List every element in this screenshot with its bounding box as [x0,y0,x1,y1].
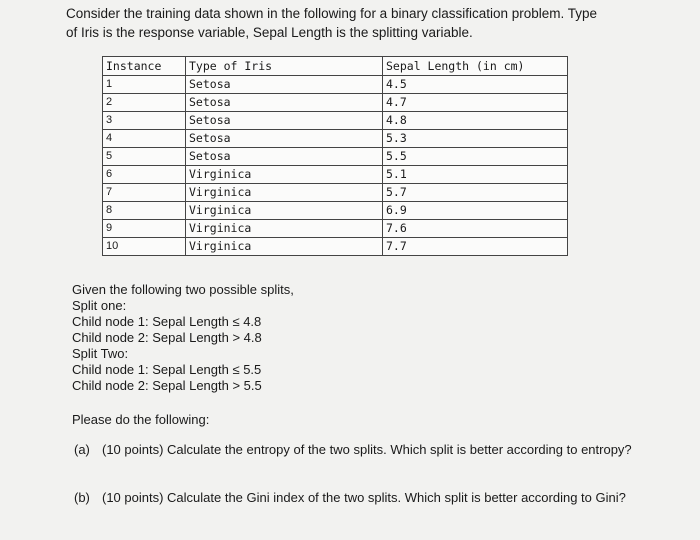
cell-type: Virginica [186,238,383,256]
cell-instance: 1 [103,76,186,94]
cell-type: Virginica [186,184,383,202]
table-row [103,202,568,220]
table-row [103,220,568,238]
table-row [103,94,568,112]
cell-sepal-length: 7.7 [383,238,568,256]
split-one-title: Split one: [72,298,127,313]
cell-sepal-length: 6.9 [383,202,568,220]
cell-type: Setosa [186,130,383,148]
header-sepal-length: Sepal Length (in cm) [383,57,568,76]
cell-type: Setosa [186,94,383,112]
cell-type: Virginica [186,166,383,184]
question-a [74,442,674,458]
cell-type: Virginica [186,202,383,220]
problem-intro [66,4,676,42]
table-row [103,166,568,184]
iris-data-table [102,56,568,256]
table-row [103,112,568,130]
split-two-child-2: Child node 2: Sepal Length > 5.5 [72,378,262,393]
cell-sepal-length: 4.8 [383,112,568,130]
cell-sepal-length: 5.3 [383,130,568,148]
question-b-label: (b) [74,490,90,505]
cell-sepal-length: 7.6 [383,220,568,238]
question-b [74,490,674,506]
table-row [103,148,568,166]
split-two-title: Split Two: [72,346,129,361]
table-row [103,130,568,148]
cell-sepal-length: 4.7 [383,94,568,112]
table-header-row [103,57,568,76]
cell-instance: 2 [103,94,186,112]
cell-instance: 3 [103,112,186,130]
cell-instance: 6 [103,166,186,184]
intro-line-2: of Iris is the response variable, Sepal Length is the splitting variable. [66,25,473,40]
cell-type: Setosa [186,148,383,166]
splits-section [72,282,294,394]
cell-type: Virginica [186,220,383,238]
cell-sepal-length: 5.5 [383,148,568,166]
cell-instance: 5 [103,148,186,166]
cell-instance: 4 [103,130,186,148]
cell-instance: 7 [103,184,186,202]
instructions-prompt: Please do the following: [72,412,210,427]
cell-type: Setosa [186,112,383,130]
question-b-text: (10 points) Calculate the Gini index of the two splits. Which split is better according to Gini? [102,490,626,505]
cell-instance: 8 [103,202,186,220]
cell-sepal-length: 5.7 [383,184,568,202]
split-one-child-1: Child node 1: Sepal Length ≤ 4.8 [72,314,262,329]
header-instance: Instance [103,57,186,76]
cell-instance: 10 [103,238,186,256]
cell-type: Setosa [186,76,383,94]
cell-sepal-length: 5.1 [383,166,568,184]
table-row [103,238,568,256]
split-one-child-2: Child node 2: Sepal Length > 4.8 [72,330,262,345]
question-a-text: (10 points) Calculate the entropy of the two splits. Which split is better according to entropy? [102,442,632,457]
question-a-label: (a) [74,442,90,457]
cell-sepal-length: 4.5 [383,76,568,94]
split-two-child-1: Child node 1: Sepal Length ≤ 5.5 [72,362,262,377]
header-type-of-iris: Type of Iris [186,57,383,76]
cell-instance: 9 [103,220,186,238]
table-row [103,184,568,202]
table-row [103,76,568,94]
intro-line-1: Consider the training data shown in the following for a binary classification problem. Type [66,6,598,21]
splits-intro: Given the following two possible splits, [72,282,294,297]
